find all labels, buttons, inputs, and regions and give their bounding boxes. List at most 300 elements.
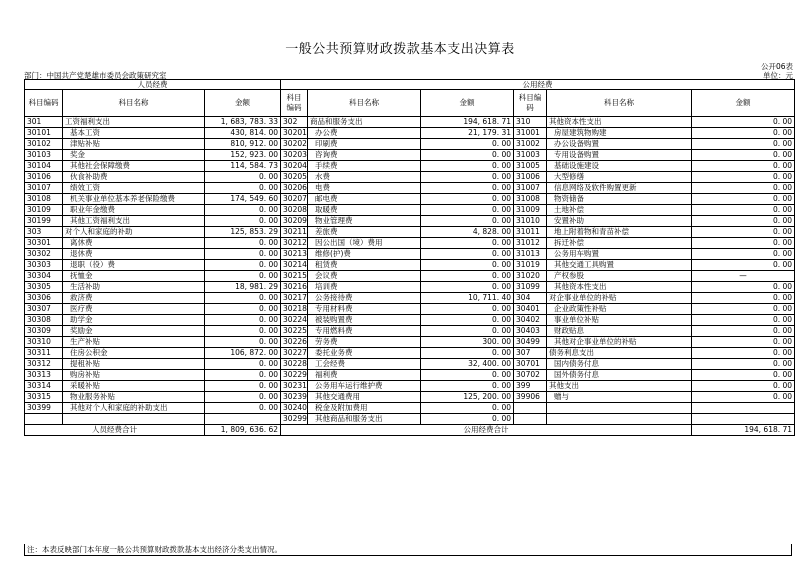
public-code-cell: 30229 bbox=[281, 370, 308, 381]
capital-code-cell: 30702 bbox=[514, 370, 547, 381]
public-code-cell: 30201 bbox=[281, 128, 308, 139]
capital-amount-cell: 0. 00 bbox=[692, 392, 795, 403]
capital-name-cell: 其他交通工具购置 bbox=[547, 260, 692, 271]
capital-amount-cell: 0. 00 bbox=[692, 238, 795, 249]
public-code-cell: 30240 bbox=[281, 403, 308, 414]
table-row bbox=[25, 249, 795, 260]
table-row bbox=[25, 370, 795, 381]
table-row bbox=[25, 227, 795, 238]
personnel-name-cell: 提租补贴 bbox=[63, 359, 205, 370]
personnel-code-cell: 30107 bbox=[25, 183, 63, 194]
personnel-amount-cell: 0. 00 bbox=[205, 238, 281, 249]
public-amount-cell: 0. 00 bbox=[421, 150, 514, 161]
public-name-cell: 维修(护)费 bbox=[308, 249, 421, 260]
personnel-code-cell: 30309 bbox=[25, 326, 63, 337]
capital-name-cell: 对企事业单位的补贴 bbox=[547, 293, 692, 304]
public-amount-cell: 0. 00 bbox=[421, 249, 514, 260]
public-code-cell: 30299 bbox=[281, 414, 308, 425]
public-code-cell: 30228 bbox=[281, 359, 308, 370]
capital-name-cell: 专用设备购置 bbox=[547, 150, 692, 161]
capital-amount-cell: 0. 00 bbox=[692, 172, 795, 183]
public-code-cell: 30205 bbox=[281, 172, 308, 183]
public-name-cell: 物业管理费 bbox=[308, 216, 421, 227]
capital-amount-cell: 0. 00 bbox=[692, 194, 795, 205]
personnel-amount-cell: 0. 00 bbox=[205, 183, 281, 194]
public-code-cell: 30202 bbox=[281, 139, 308, 150]
capital-name-cell: 基础设施建设 bbox=[547, 161, 692, 172]
personnel-name-cell: 抚恤金 bbox=[63, 271, 205, 282]
table-row bbox=[25, 128, 795, 139]
public-name-cell: 手续费 bbox=[308, 161, 421, 172]
personnel-code-cell: 30307 bbox=[25, 304, 63, 315]
table-row bbox=[25, 150, 795, 161]
personnel-code-cell: 30103 bbox=[25, 150, 63, 161]
table-row bbox=[25, 238, 795, 249]
capital-amount-cell: 0. 00 bbox=[692, 161, 795, 172]
personnel-name-cell: 助学金 bbox=[63, 315, 205, 326]
capital-name-cell: 房屋建筑物购建 bbox=[547, 128, 692, 139]
capital-code-cell: 31003 bbox=[514, 150, 547, 161]
personnel-name-cell: 住房公积金 bbox=[63, 348, 205, 359]
capital-amount-cell: 0. 00 bbox=[692, 315, 795, 326]
personnel-total-amount: 1, 809, 636. 62 bbox=[205, 425, 281, 436]
capital-amount-cell: 0. 00 bbox=[692, 117, 795, 128]
table-row bbox=[25, 392, 795, 403]
form-number: 公开06表 bbox=[760, 62, 793, 71]
footnote: 注：本表反映部门本年度一般公共预算财政拨款基本支出经济分类支出情况。 bbox=[24, 544, 792, 556]
col-header-code: 科目编码 bbox=[281, 90, 308, 117]
table-row bbox=[25, 337, 795, 348]
personnel-name-cell: 退休费 bbox=[63, 249, 205, 260]
personnel-code-cell: 30308 bbox=[25, 315, 63, 326]
col-header-amount: 金额 bbox=[421, 90, 514, 117]
table-row bbox=[25, 117, 795, 128]
capital-amount-cell bbox=[692, 414, 795, 425]
public-code-cell: 30213 bbox=[281, 249, 308, 260]
personnel-amount-cell: 0. 00 bbox=[205, 337, 281, 348]
public-name-cell: 其他交通费用 bbox=[308, 392, 421, 403]
public-amount-cell: 0. 00 bbox=[421, 381, 514, 392]
personnel-amount-cell: 114, 584. 73 bbox=[205, 161, 281, 172]
personnel-name-cell: 其他对个人和家庭的补助支出 bbox=[63, 403, 205, 414]
col-header-name: 科目名称 bbox=[308, 90, 421, 117]
capital-name-cell: 物资储备 bbox=[547, 194, 692, 205]
capital-code-cell: 399 bbox=[514, 381, 547, 392]
personnel-amount-cell: 0. 00 bbox=[205, 249, 281, 260]
public-code-cell: 30224 bbox=[281, 315, 308, 326]
public-name-cell: 会议费 bbox=[308, 271, 421, 282]
capital-amount-cell: 0. 00 bbox=[692, 128, 795, 139]
public-name-cell: 办公费 bbox=[308, 128, 421, 139]
personnel-amount-cell: 0. 00 bbox=[205, 381, 281, 392]
capital-name-cell: 国外债务付息 bbox=[547, 370, 692, 381]
capital-name-cell: 其他资本性支出 bbox=[547, 117, 692, 128]
col-header-amount: 金额 bbox=[205, 90, 281, 117]
page-title: 一般公共预算财政拨款基本支出决算表 bbox=[285, 42, 515, 57]
public-code-cell: 30208 bbox=[281, 205, 308, 216]
capital-code-cell: 31019 bbox=[514, 260, 547, 271]
personnel-name-cell: 生产补贴 bbox=[63, 337, 205, 348]
personnel-name-cell bbox=[63, 414, 205, 425]
public-amount-cell: 32, 400. 00 bbox=[421, 359, 514, 370]
public-amount-cell: 0. 00 bbox=[421, 216, 514, 227]
personnel-amount-cell: 1, 683, 783. 33 bbox=[205, 117, 281, 128]
capital-code-cell: 31008 bbox=[514, 194, 547, 205]
public-amount-cell: 300. 00 bbox=[421, 337, 514, 348]
personnel-code-cell: 301 bbox=[25, 117, 63, 128]
capital-amount-cell: 0. 00 bbox=[692, 381, 795, 392]
public-code-cell: 30215 bbox=[281, 271, 308, 282]
personnel-code-cell: 30199 bbox=[25, 216, 63, 227]
personnel-name-cell: 救济费 bbox=[63, 293, 205, 304]
capital-amount-cell: 0. 00 bbox=[692, 249, 795, 260]
capital-code-cell: 31005 bbox=[514, 161, 547, 172]
personnel-amount-cell: 430, 814. 00 bbox=[205, 128, 281, 139]
public-code-cell: 30209 bbox=[281, 216, 308, 227]
personnel-name-cell: 购房补贴 bbox=[63, 370, 205, 381]
personnel-name-cell: 津贴补贴 bbox=[63, 139, 205, 150]
capital-name-cell: 公务用车购置 bbox=[547, 249, 692, 260]
capital-name-cell: 债务利息支出 bbox=[547, 348, 692, 359]
capital-amount-cell: 0. 00 bbox=[692, 216, 795, 227]
personnel-code-cell: 30315 bbox=[25, 392, 63, 403]
personnel-name-cell: 职业年金缴费 bbox=[63, 205, 205, 216]
public-code-cell: 30227 bbox=[281, 348, 308, 359]
col-header-code: 科目编码 bbox=[25, 90, 63, 117]
public-name-cell: 差旅费 bbox=[308, 227, 421, 238]
capital-name-cell: 其他资本性支出 bbox=[547, 282, 692, 293]
capital-amount-cell: 0. 00 bbox=[692, 183, 795, 194]
personnel-name-cell: 医疗费 bbox=[63, 304, 205, 315]
personnel-code-cell: 30311 bbox=[25, 348, 63, 359]
table-row bbox=[25, 271, 795, 282]
personnel-code-cell: 30314 bbox=[25, 381, 63, 392]
public-name-cell: 税金及附加费用 bbox=[308, 403, 421, 414]
capital-code-cell: 30401 bbox=[514, 304, 547, 315]
capital-amount-cell: 0. 00 bbox=[692, 139, 795, 150]
personnel-code-cell: 30310 bbox=[25, 337, 63, 348]
public-name-cell: 劳务费 bbox=[308, 337, 421, 348]
public-code-cell: 302 bbox=[281, 117, 308, 128]
capital-code-cell: 30402 bbox=[514, 315, 547, 326]
capital-name-cell: 信息网络及软件购置更新 bbox=[547, 183, 692, 194]
capital-amount-cell: — bbox=[692, 271, 795, 282]
personnel-name-cell: 工资福利支出 bbox=[63, 117, 205, 128]
public-amount-cell: 0. 00 bbox=[421, 260, 514, 271]
personnel-name-cell: 对个人和家庭的补助 bbox=[63, 227, 205, 238]
capital-code-cell bbox=[514, 403, 547, 414]
table-row bbox=[25, 260, 795, 271]
capital-code-cell bbox=[514, 414, 547, 425]
personnel-code-cell: 30106 bbox=[25, 172, 63, 183]
personnel-amount-cell: 0. 00 bbox=[205, 293, 281, 304]
table-row bbox=[25, 194, 795, 205]
public-name-cell: 商品和服务支出 bbox=[308, 117, 421, 128]
capital-code-cell: 307 bbox=[514, 348, 547, 359]
personnel-amount-cell bbox=[205, 414, 281, 425]
personnel-amount-cell: 0. 00 bbox=[205, 326, 281, 337]
public-name-cell: 被装购置费 bbox=[308, 315, 421, 326]
capital-amount-cell: 0. 00 bbox=[692, 359, 795, 370]
personnel-code-cell: 30301 bbox=[25, 238, 63, 249]
public-name-cell: 专用燃料费 bbox=[308, 326, 421, 337]
capital-amount-cell: 0. 00 bbox=[692, 326, 795, 337]
col-header-code: 科目编码 bbox=[514, 90, 547, 117]
public-name-cell: 培训费 bbox=[308, 282, 421, 293]
table-row bbox=[25, 359, 795, 370]
public-name-cell: 水费 bbox=[308, 172, 421, 183]
public-code-cell: 30231 bbox=[281, 381, 308, 392]
public-code-cell: 30214 bbox=[281, 260, 308, 271]
personnel-code-cell: 30101 bbox=[25, 128, 63, 139]
personnel-amount-cell: 106, 872. 00 bbox=[205, 348, 281, 359]
public-code-cell: 30225 bbox=[281, 326, 308, 337]
personnel-name-cell: 奖金 bbox=[63, 150, 205, 161]
capital-name-cell: 办公设备购置 bbox=[547, 139, 692, 150]
public-amount-cell: 194, 618. 71 bbox=[421, 117, 514, 128]
table-row bbox=[25, 414, 795, 425]
personnel-amount-cell: 0. 00 bbox=[205, 392, 281, 403]
capital-code-cell: 31002 bbox=[514, 139, 547, 150]
capital-code-cell: 310 bbox=[514, 117, 547, 128]
personnel-code-cell: 30303 bbox=[25, 260, 63, 271]
public-name-cell: 租赁费 bbox=[308, 260, 421, 271]
personnel-code-cell: 30304 bbox=[25, 271, 63, 282]
personnel-name-cell: 退职（役）费 bbox=[63, 260, 205, 271]
public-total-label: 公用经费合计 bbox=[281, 425, 692, 436]
personnel-name-cell: 离休费 bbox=[63, 238, 205, 249]
public-amount-cell: 0. 00 bbox=[421, 205, 514, 216]
capital-amount-cell: 0. 00 bbox=[692, 293, 795, 304]
public-amount-cell: 0. 00 bbox=[421, 282, 514, 293]
public-amount-cell: 0. 00 bbox=[421, 348, 514, 359]
public-name-cell: 因公出国（境）费用 bbox=[308, 238, 421, 249]
public-name-cell: 印刷费 bbox=[308, 139, 421, 150]
public-amount-cell: 0. 00 bbox=[421, 271, 514, 282]
public-code-cell: 30203 bbox=[281, 150, 308, 161]
personnel-amount-cell: 0. 00 bbox=[205, 172, 281, 183]
capital-amount-cell: 0. 00 bbox=[692, 260, 795, 271]
personnel-code-cell: 30399 bbox=[25, 403, 63, 414]
capital-name-cell bbox=[547, 414, 692, 425]
capital-code-cell: 30701 bbox=[514, 359, 547, 370]
capital-amount-cell: 0. 00 bbox=[692, 348, 795, 359]
personnel-amount-cell: 0. 00 bbox=[205, 359, 281, 370]
public-amount-cell: 0. 00 bbox=[421, 172, 514, 183]
col-header-amount: 金额 bbox=[692, 90, 795, 117]
public-code-cell: 30212 bbox=[281, 238, 308, 249]
public-name-cell: 咨询费 bbox=[308, 150, 421, 161]
capital-name-cell: 其他对企事业单位的补贴 bbox=[547, 337, 692, 348]
capital-amount-cell: 0. 00 bbox=[692, 337, 795, 348]
capital-amount-cell bbox=[692, 403, 795, 414]
capital-amount-cell: 0. 00 bbox=[692, 304, 795, 315]
personnel-total-label: 人员经费合计 bbox=[25, 425, 205, 436]
totals-row bbox=[25, 425, 795, 436]
capital-code-cell: 304 bbox=[514, 293, 547, 304]
table-row bbox=[25, 139, 795, 150]
public-code-cell: 30211 bbox=[281, 227, 308, 238]
public-code-cell: 30207 bbox=[281, 194, 308, 205]
table-row bbox=[25, 348, 795, 359]
personnel-code-cell: 30302 bbox=[25, 249, 63, 260]
public-name-cell: 公务接待费 bbox=[308, 293, 421, 304]
capital-name-cell: 赠与 bbox=[547, 392, 692, 403]
table-row bbox=[25, 381, 795, 392]
table-row bbox=[25, 326, 795, 337]
capital-code-cell: 31009 bbox=[514, 205, 547, 216]
personnel-name-cell: 采暖补贴 bbox=[63, 381, 205, 392]
personnel-name-cell: 绩效工资 bbox=[63, 183, 205, 194]
public-amount-cell: 0. 00 bbox=[421, 403, 514, 414]
public-name-cell: 电费 bbox=[308, 183, 421, 194]
table-row bbox=[25, 315, 795, 326]
personnel-amount-cell: 152, 923. 00 bbox=[205, 150, 281, 161]
public-code-cell: 30217 bbox=[281, 293, 308, 304]
public-name-cell: 专用材料费 bbox=[308, 304, 421, 315]
personnel-amount-cell: 18, 981. 29 bbox=[205, 282, 281, 293]
personnel-code-cell: 30306 bbox=[25, 293, 63, 304]
public-amount-cell: 0. 00 bbox=[421, 161, 514, 172]
table-row bbox=[25, 403, 795, 414]
personnel-amount-cell: 0. 00 bbox=[205, 403, 281, 414]
public-code-cell: 30216 bbox=[281, 282, 308, 293]
personnel-name-cell: 其他社会保障缴费 bbox=[63, 161, 205, 172]
personnel-amount-cell: 125, 853. 29 bbox=[205, 227, 281, 238]
public-name-cell: 公务用车运行维护费 bbox=[308, 381, 421, 392]
public-amount-cell: 0. 00 bbox=[421, 183, 514, 194]
capital-amount-cell: 0. 00 bbox=[692, 282, 795, 293]
personnel-amount-cell: 174, 549. 60 bbox=[205, 194, 281, 205]
public-amount-cell: 0. 00 bbox=[421, 326, 514, 337]
personnel-code-cell: 30102 bbox=[25, 139, 63, 150]
table-row bbox=[25, 205, 795, 216]
capital-code-cell: 31006 bbox=[514, 172, 547, 183]
col-header-name: 科目名称 bbox=[547, 90, 692, 117]
expenditure-table bbox=[24, 79, 795, 436]
public-code-cell: 30218 bbox=[281, 304, 308, 315]
capital-name-cell: 国内债务付息 bbox=[547, 359, 692, 370]
table-row bbox=[25, 161, 795, 172]
personnel-amount-cell: 0. 00 bbox=[205, 205, 281, 216]
personnel-code-cell: 30104 bbox=[25, 161, 63, 172]
personnel-code-cell: 30313 bbox=[25, 370, 63, 381]
public-code-cell: 30239 bbox=[281, 392, 308, 403]
personnel-code-cell: 30312 bbox=[25, 359, 63, 370]
public-amount-cell: 0. 00 bbox=[421, 414, 514, 425]
personnel-name-cell: 奖励金 bbox=[63, 326, 205, 337]
public-code-cell: 30204 bbox=[281, 161, 308, 172]
unit-label: 单位：元 bbox=[763, 71, 793, 80]
personnel-code-cell bbox=[25, 414, 63, 425]
capital-name-cell: 土地补偿 bbox=[547, 205, 692, 216]
capital-code-cell: 31099 bbox=[514, 282, 547, 293]
capital-name-cell: 地上附着物和青苗补偿 bbox=[547, 227, 692, 238]
personnel-amount-cell: 0. 00 bbox=[205, 216, 281, 227]
capital-code-cell: 31011 bbox=[514, 227, 547, 238]
capital-name-cell: 产权参股 bbox=[547, 271, 692, 282]
public-amount-cell: 0. 00 bbox=[421, 315, 514, 326]
table-row bbox=[25, 293, 795, 304]
personnel-section-header: 人员经费 bbox=[25, 80, 281, 90]
public-amount-cell: 0. 00 bbox=[421, 139, 514, 150]
capital-code-cell: 30403 bbox=[514, 326, 547, 337]
public-section-header: 公用经费 bbox=[281, 80, 795, 90]
public-name-cell: 邮电费 bbox=[308, 194, 421, 205]
table-row bbox=[25, 216, 795, 227]
section-header-row bbox=[25, 80, 795, 90]
capital-code-cell: 31012 bbox=[514, 238, 547, 249]
table-row bbox=[25, 282, 795, 293]
public-amount-cell: 0. 00 bbox=[421, 238, 514, 249]
capital-amount-cell: 0. 00 bbox=[692, 227, 795, 238]
public-amount-cell: 0. 00 bbox=[421, 304, 514, 315]
personnel-name-cell: 基本工资 bbox=[63, 128, 205, 139]
capital-code-cell: 31020 bbox=[514, 271, 547, 282]
table-row bbox=[25, 304, 795, 315]
personnel-name-cell: 物业服务补贴 bbox=[63, 392, 205, 403]
personnel-name-cell: 其他工资福利支出 bbox=[63, 216, 205, 227]
capital-name-cell: 事业单位补贴 bbox=[547, 315, 692, 326]
capital-name-cell: 大型修缮 bbox=[547, 172, 692, 183]
personnel-code-cell: 30305 bbox=[25, 282, 63, 293]
personnel-code-cell: 30109 bbox=[25, 205, 63, 216]
capital-amount-cell: 0. 00 bbox=[692, 205, 795, 216]
public-name-cell: 取暖费 bbox=[308, 205, 421, 216]
table-row bbox=[25, 172, 795, 183]
capital-code-cell: 30499 bbox=[514, 337, 547, 348]
capital-code-cell: 31001 bbox=[514, 128, 547, 139]
capital-name-cell: 企业政策性补贴 bbox=[547, 304, 692, 315]
column-header-row bbox=[25, 90, 795, 117]
capital-name-cell bbox=[547, 403, 692, 414]
personnel-amount-cell: 0. 00 bbox=[205, 271, 281, 282]
personnel-amount-cell: 0. 00 bbox=[205, 304, 281, 315]
public-name-cell: 福利费 bbox=[308, 370, 421, 381]
public-amount-cell: 21, 179. 31 bbox=[421, 128, 514, 139]
public-amount-cell: 4, 828. 00 bbox=[421, 227, 514, 238]
personnel-amount-cell: 0. 00 bbox=[205, 315, 281, 326]
capital-name-cell: 拆迁补偿 bbox=[547, 238, 692, 249]
capital-name-cell: 安置补助 bbox=[547, 216, 692, 227]
personnel-name-cell: 机关事业单位基本养老保险缴费 bbox=[63, 194, 205, 205]
capital-amount-cell: 0. 00 bbox=[692, 370, 795, 381]
public-amount-cell: 125, 200. 00 bbox=[421, 392, 514, 403]
col-header-name: 科目名称 bbox=[63, 90, 205, 117]
public-amount-cell: 0. 00 bbox=[421, 194, 514, 205]
capital-amount-cell: 0. 00 bbox=[692, 150, 795, 161]
personnel-amount-cell: 0. 00 bbox=[205, 370, 281, 381]
personnel-name-cell: 生活补助 bbox=[63, 282, 205, 293]
table-row bbox=[25, 183, 795, 194]
personnel-code-cell: 303 bbox=[25, 227, 63, 238]
public-code-cell: 30206 bbox=[281, 183, 308, 194]
public-total-amount: 194, 618. 71 bbox=[692, 425, 795, 436]
department-label: 部门：中国共产党楚雄市委员会政策研究室 bbox=[24, 71, 167, 80]
capital-code-cell: 31010 bbox=[514, 216, 547, 227]
public-code-cell: 30226 bbox=[281, 337, 308, 348]
personnel-amount-cell: 810, 912. 00 bbox=[205, 139, 281, 150]
capital-code-cell: 31013 bbox=[514, 249, 547, 260]
personnel-amount-cell: 0. 00 bbox=[205, 260, 281, 271]
capital-code-cell: 31007 bbox=[514, 183, 547, 194]
capital-code-cell: 39906 bbox=[514, 392, 547, 403]
public-name-cell: 其他商品和服务支出 bbox=[308, 414, 421, 425]
public-amount-cell: 10, 711. 40 bbox=[421, 293, 514, 304]
capital-name-cell: 其他支出 bbox=[547, 381, 692, 392]
personnel-name-cell: 伙食补助费 bbox=[63, 172, 205, 183]
public-name-cell: 工会经费 bbox=[308, 359, 421, 370]
